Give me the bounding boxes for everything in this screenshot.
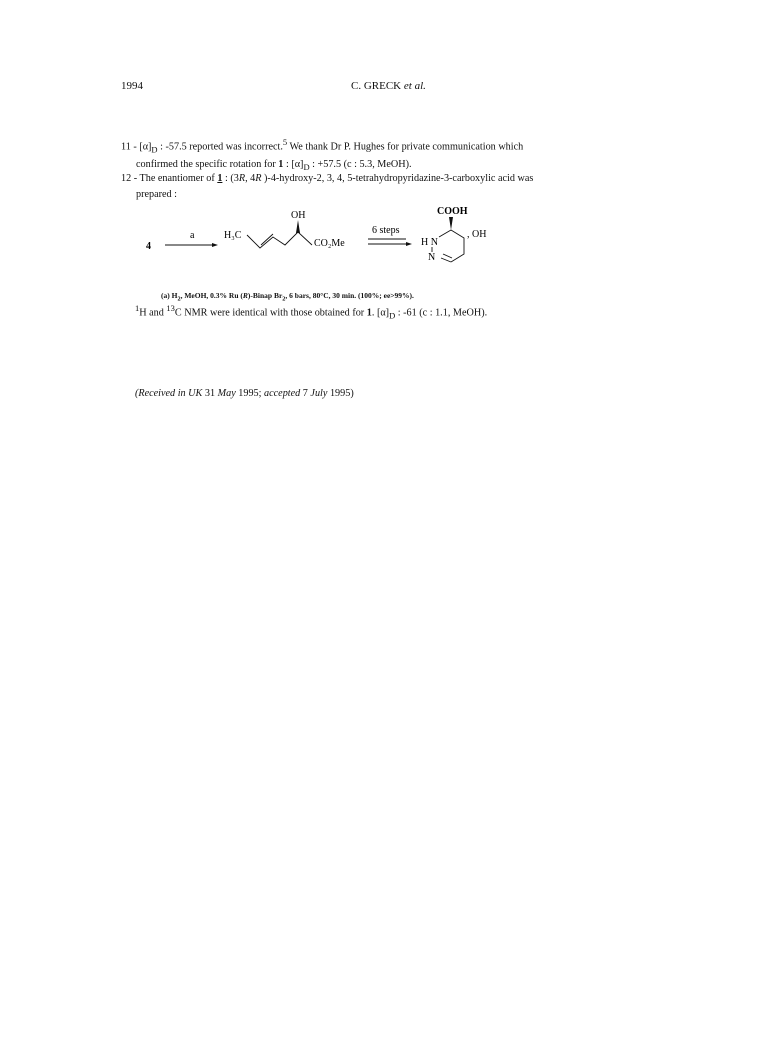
received-text: 7 — [300, 388, 311, 399]
running-header — [351, 80, 426, 92]
note-number: 12 - — [121, 173, 138, 184]
note-text: [α] — [139, 141, 152, 153]
page-number: 1994 — [121, 80, 143, 92]
nmr-text: : -61 (c : 1.1, MeOH). — [395, 307, 488, 319]
start-compound-label: 4 — [146, 241, 151, 252]
note-number: 11 - — [121, 141, 137, 153]
ring-bond — [441, 258, 451, 262]
isotope-superscript: 13 — [166, 303, 175, 313]
footnote-text: , 6 bars, 80°C, 30 min. (100%; ee>99%). — [285, 291, 414, 300]
note-12 — [121, 171, 666, 203]
nh-label: H N — [421, 237, 438, 248]
received-line — [135, 386, 354, 402]
carbon-chain — [247, 232, 312, 248]
note-text: , 4 — [245, 173, 256, 184]
arrowhead — [406, 242, 412, 246]
stereo-descriptor: R — [242, 291, 248, 300]
compound-ref: 1 — [366, 307, 372, 319]
note-11-line1 — [121, 134, 656, 157]
footnote-subscript: 2 — [282, 295, 286, 303]
footnote-text: (a) H — [161, 291, 178, 300]
double-bond-line — [261, 234, 273, 245]
compound-ref: 1 — [278, 159, 284, 171]
n-label: N — [428, 252, 436, 263]
hydroxyl-label: OH — [291, 210, 306, 221]
note-text: )-4-hydroxy-2, 3, 4, 5-tetrahydropyridazine-3-carboxylic acid was — [261, 173, 534, 184]
reagent-label: a — [190, 230, 195, 241]
steps-label: 6 steps — [372, 225, 400, 236]
received-month: May — [217, 388, 236, 399]
ring-double-bond — [443, 254, 452, 258]
received-label: (Received in UK — [135, 388, 203, 399]
acid-label: COOH — [437, 206, 468, 217]
note-text: We thank Dr P. Hughes for private communication which — [287, 141, 524, 153]
note-12-line2: prepared : — [136, 189, 178, 200]
note-text: confirmed the specific rotation for — [136, 159, 279, 171]
received-text: 1995; — [235, 388, 265, 399]
stereo-descriptor: R — [238, 173, 246, 184]
accepted-month: July — [310, 388, 328, 399]
note-text: : +57.5 (c : 5.3, MeOH). — [309, 159, 412, 171]
note-subscript: D — [303, 162, 310, 173]
nmr-text: C NMR were identical with those obtained for — [174, 307, 367, 319]
reference-superscript: 5 — [282, 137, 288, 147]
stereo-descriptor: R — [255, 173, 262, 184]
note-subscript: D — [151, 144, 158, 155]
arrowhead — [212, 243, 218, 247]
footnote-subscript: 2 — [177, 295, 181, 303]
ester-label: CO₂Me — [314, 238, 345, 249]
wedge-bond — [296, 220, 300, 233]
footnote-text: , MeOH, 0.3% Ru ( — [180, 291, 243, 300]
nmr-line — [135, 300, 487, 323]
ring-bonds — [439, 230, 464, 262]
note-text: The enantiomer of — [139, 173, 218, 184]
footnote-text: )-Binap Br — [247, 291, 283, 300]
nmr-text: H and — [139, 307, 167, 319]
received-text: 31 — [202, 388, 218, 399]
ring-hydroxyl-label: , OH — [467, 229, 487, 240]
note-11 — [121, 134, 656, 175]
running-header-author: C. GRECK — [351, 80, 402, 92]
note-text: : (3 — [222, 173, 239, 184]
nmr-subscript: D — [389, 310, 396, 321]
note-12-line1 — [121, 171, 666, 187]
compound-ref: 1 — [217, 173, 223, 184]
isotope-superscript: 1 — [135, 303, 140, 313]
accepted-label: accepted — [264, 388, 301, 399]
wedge-bond — [449, 217, 453, 230]
reaction-scheme — [140, 200, 560, 280]
running-header-suffix: et al. — [403, 80, 426, 92]
nmr-text: . [α] — [371, 307, 390, 319]
methyl-group-label: H₃C — [224, 230, 242, 241]
note-text: : -57.5 reported was incorrect. — [160, 141, 283, 153]
note-text: : [α] — [283, 159, 304, 171]
received-text: 1995) — [327, 388, 354, 399]
